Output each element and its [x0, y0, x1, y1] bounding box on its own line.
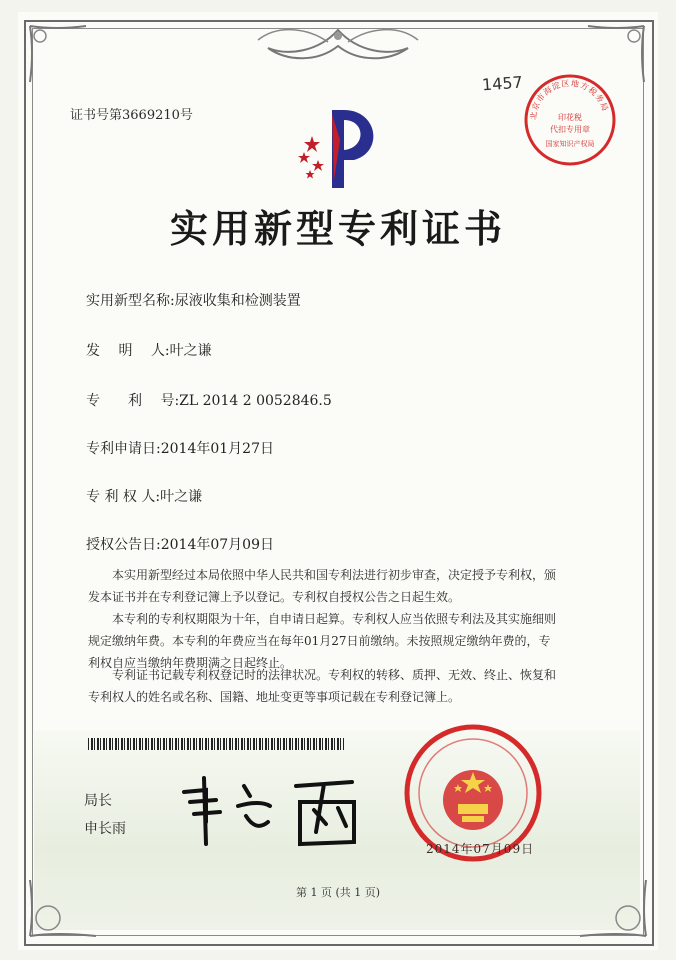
body-paragraph-3-line-1: 专利证书记载专利权登记时的法律状况。专利权的转移、质押、无效、终止、恢复和 [112, 668, 557, 682]
field-label: 发 明 人: [86, 343, 170, 359]
field-label: 专 利 权 人: [86, 489, 161, 505]
certificate-title: 实用新型专利证书 [169, 206, 506, 251]
seal-date: 2014年07月09日 [426, 842, 535, 856]
corner-ornament-top-left [26, 22, 96, 92]
handwritten-number: 1457 [481, 72, 524, 95]
field-patent-number [86, 390, 332, 410]
tax-stamp-line2: 代扣专用章 [550, 125, 590, 134]
tax-stamp [520, 70, 620, 170]
field-label: 实用新型名称: [86, 293, 175, 309]
body-paragraph-2-line-3: 利权自应当缴纳年费期满之日起终止。 [88, 656, 293, 670]
director-name: 申长雨 [84, 821, 126, 837]
corner-ornament-bottom-right [570, 870, 650, 940]
field-application-date [86, 438, 274, 458]
body-paragraph-1-line-1: 本实用新型经过本局依照中华人民共和国专利法进行初步审查，决定授予专利权，颁 [112, 568, 557, 582]
field-inventor [86, 340, 212, 360]
tax-stamp-ring-text: 北京市海淀区地方税务局 [528, 78, 610, 121]
field-value: ZL 2014 2 0052846.5 [179, 393, 332, 409]
page-footer: 第 1 页 (共 1 页) [295, 886, 381, 899]
barcode [88, 738, 344, 750]
corner-ornament-bottom-left [26, 870, 106, 940]
certificate-number: 证书号第3669210号 [70, 108, 193, 123]
tax-stamp-line3: 国家知识产权局 [545, 140, 595, 148]
field-value: 叶之谦 [169, 343, 212, 359]
field-label: 专利申请日: [86, 441, 161, 457]
field-value: 2014年07月09日 [160, 537, 274, 553]
body-paragraph-2-line-2: 规定缴纳年费。本专利的年费应当在每年01月27日前缴纳。未按照规定缴纳年费的，专 [88, 634, 551, 648]
field-value: 尿液收集和检测装置 [174, 293, 301, 309]
field-utility-model-name [86, 290, 301, 310]
field-label: 授权公告日: [86, 537, 161, 553]
top-ornament [248, 22, 428, 72]
field-label: 专 利 号: [86, 393, 180, 409]
body-paragraph-1-line-2: 发本证书并在专利登记簿上予以登记。专利权自授权公告之日起生效。 [88, 590, 461, 604]
body-paragraph-2-line-1: 本专利的专利权期限为十年，自申请日起算。专利权人应当依照专利法及其实施细则 [112, 612, 557, 626]
tax-stamp-line1: 印花税 [558, 113, 582, 122]
handwritten-signature [176, 762, 376, 852]
body-paragraph-3-line-2: 专利权人的姓名或名称、国籍、地址变更等事项记载在专利登记簿上。 [88, 690, 461, 704]
director-title: 局长 [84, 793, 112, 809]
field-patentee [86, 486, 202, 506]
field-value: 2014年01月27日 [160, 441, 274, 457]
field-value: 叶之谦 [160, 489, 203, 505]
patent-office-logo [292, 100, 388, 196]
field-announcement-date [86, 534, 274, 554]
